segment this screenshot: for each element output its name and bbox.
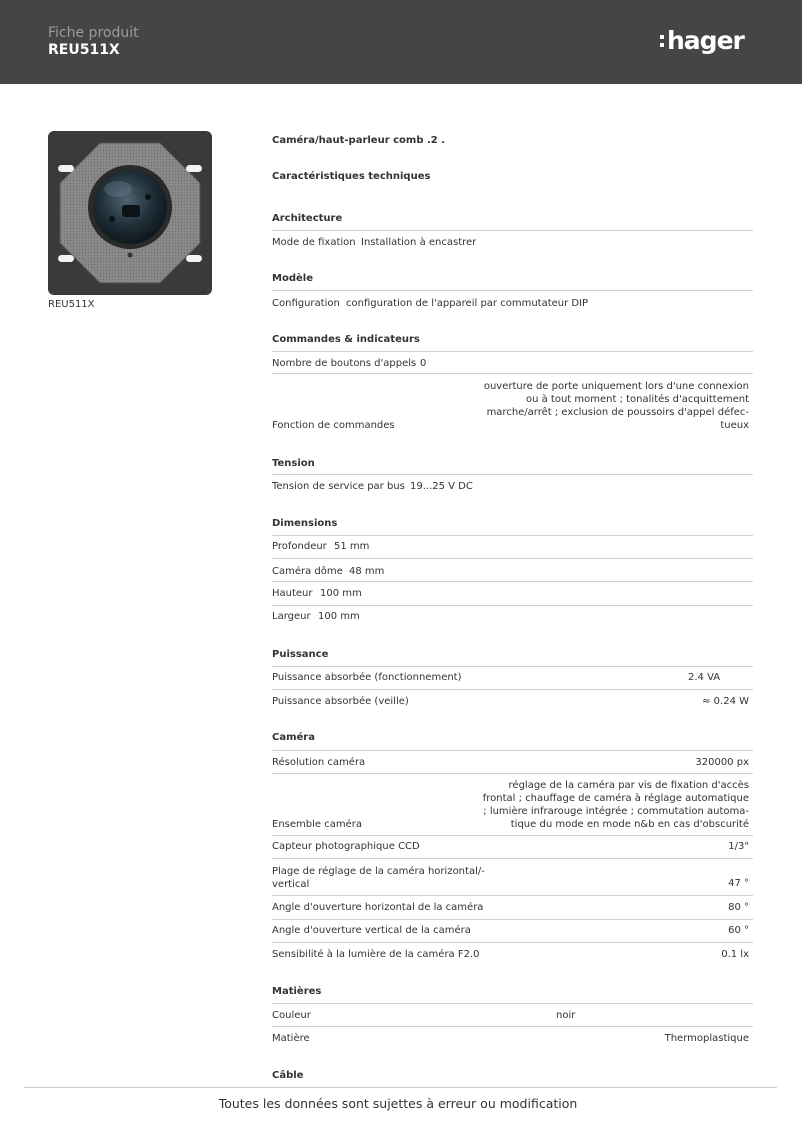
svg-text:hager: hager [667, 26, 744, 55]
spec-value: noir [556, 1010, 576, 1021]
spec-label: Sensibilité à la lumière de la caméra F2.0 [272, 949, 480, 960]
spec-value: Installation à encastrer [361, 237, 477, 248]
divider [272, 895, 753, 896]
spec-value: 0 [420, 358, 427, 369]
spec-value: configuration de l'appareil par commutateur DIP [346, 298, 589, 309]
spec-label: Hauteur [272, 588, 313, 599]
page-header [0, 0, 802, 84]
divider [272, 666, 753, 667]
spec-value: 47 ° [728, 878, 749, 889]
spec-label: Ensemble caméra [272, 819, 362, 830]
spec-label: Puissance absorbée (veille) [272, 696, 409, 707]
divider [272, 835, 753, 836]
section-heading-architecture: Architecture [272, 213, 343, 224]
spec-value: 100 mm [320, 588, 362, 599]
product-image [48, 131, 212, 295]
spec-value: 320000 px [695, 757, 749, 768]
divider [272, 581, 753, 582]
spec-label: Tension de service par bus [272, 481, 405, 492]
section-heading-cable: Câble [272, 1070, 304, 1081]
image-caption: REU511X [48, 299, 95, 310]
divider [272, 351, 753, 352]
divider [272, 535, 753, 536]
section-heading-camera: Caméra [272, 732, 315, 743]
spec-value: 60 ° [728, 925, 749, 936]
spec-value: 1/3" [728, 841, 749, 852]
spec-label: Nombre de boutons d'appels [272, 358, 417, 369]
product-code: REU511X [48, 42, 120, 58]
spec-label: Couleur [272, 1010, 311, 1021]
divider [272, 858, 753, 859]
section-heading-tension: Tension [272, 458, 315, 469]
spec-label: vertical [272, 879, 310, 890]
spec-value: 100 mm [318, 611, 360, 622]
divider [272, 689, 753, 690]
divider [272, 1003, 753, 1004]
divider [272, 1026, 753, 1027]
spec-label: Capteur photographique CCD [272, 841, 420, 852]
spec-subtitle: Caractéristiques techniques [272, 171, 431, 182]
spec-label: Résolution caméra [272, 757, 366, 768]
spec-value: 2.4 VA [688, 672, 721, 683]
spec-label: Fonction de commandes [272, 420, 395, 431]
spec-label: Angle d'ouverture horizontal de la caméra [272, 902, 484, 913]
spec-label: Puissance absorbée (fonctionnement) [272, 672, 462, 683]
spec-value-multiline: ouverture de porte uniquement lors d'une connexion ou à tout moment ; tonalités d'acquittement marche/arrêt ; exclusion de poussoirs d'appel défec- tueux [483, 381, 749, 431]
divider [272, 558, 753, 559]
divider [272, 290, 753, 291]
footer-disclaimer: Toutes les données sont sujettes à erreur ou modification [218, 1096, 578, 1111]
spec-label: Angle d'ouverture vertical de la caméra [272, 925, 471, 936]
section-heading-modele: Modèle [272, 273, 313, 284]
divider [272, 230, 753, 231]
spec-label: Profondeur [272, 541, 327, 552]
divider [272, 942, 753, 943]
spec-label: Caméra dôme [272, 566, 343, 577]
divider [272, 474, 753, 475]
section-heading-dimensions: Dimensions [272, 518, 338, 529]
spec-label: Plage de réglage de la caméra horizontal/- [272, 866, 485, 877]
divider [272, 373, 753, 374]
spec-label: Largeur [272, 611, 311, 622]
hager-logo [658, 24, 758, 62]
spec-label: Mode de fixation [272, 237, 356, 248]
divider [272, 605, 753, 606]
spec-label: Configuration [272, 298, 340, 309]
footer-divider [24, 1087, 777, 1088]
spec-value: 51 mm [334, 541, 370, 552]
spec-value: 19...25 V DC [410, 481, 473, 492]
spec-label: Matière [272, 1033, 310, 1044]
doc-type-label: Fiche produit [48, 25, 139, 41]
spec-value: 48 mm [349, 566, 385, 577]
spec-value: 80 ° [728, 902, 749, 913]
spec-value: Thermoplastique [664, 1033, 749, 1044]
divider [272, 919, 753, 920]
spec-value: ≈ 0.24 W [702, 696, 749, 707]
spec-value: 0.1 lx [721, 949, 749, 960]
divider [272, 750, 753, 751]
section-heading-matieres: Matières [272, 986, 322, 997]
product-title: Caméra/haut-parleur comb .2 . [272, 135, 446, 146]
spec-value-multiline: réglage de la caméra par vis de fixation d'accès frontal ; chauffage de caméra à réglage automatique ; lumière infrarouge intégrée ; commutation automa- tique du mode en mode n&b en cas d'obscurité [482, 780, 749, 830]
divider [272, 773, 753, 774]
section-heading-commandes: Commandes & indicateurs [272, 334, 420, 345]
section-heading-puissance: Puissance [272, 649, 329, 660]
